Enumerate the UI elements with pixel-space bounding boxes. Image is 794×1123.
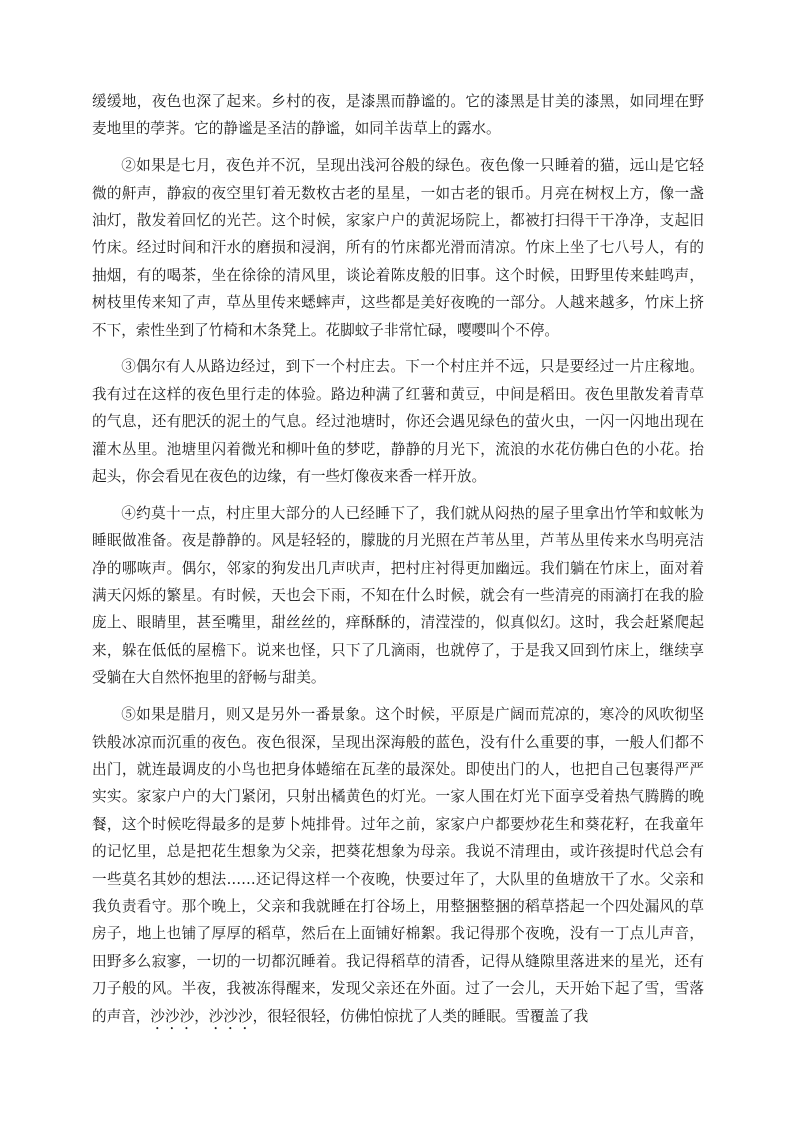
paragraph-2: ②如果是七月，夜色并不沉，呈现出浅河谷般的绿色。夜色像一只睡着的猫，远山是它轻微的鼾声，静寂的夜空里钉着无数枚古老的星星，一如古老的银币。月亮在树杈上方，像一盏油灯，散发着回忆的光芒。这个时候，家家户户的黄泥场院上，都被打扫得干干净净，支起旧竹床。经过时间和汗水的磨损和浸润，所有的竹床都光滑而清凉。竹床上坐了七八号人，有的抽烟，有的喝茶，坐在徐徐的清风里，谈论着陈皮般的旧事。这个时候，田野里传来蛙鸣声，树枝里传来知了声，草丛里传来蟋蟀声，这些都是美好夜晚的一部分。人越来越多，竹床上挤不下，索性坐到了竹椅和木条凳上。花脚蚊子非常忙碌，嘤嘤叫个不停。 <box>92 157 704 339</box>
emphasized-onomatopoeia: 沙沙沙 <box>208 1007 253 1025</box>
paragraph-3: ③偶尔有人从路边经过，到下一个村庄去。下一个村庄并不远，只是要经过一片庄稼地。我有过在这样的夜色里行走的体验。路边种满了红薯和黄豆，中间是稻田。夜色里散发着青草的气息，还有肥沃的泥土的气息。经过池塘时，你还会遇见绿色的萤火虫，一闪一闪地出现在灌木丛里。池塘里闪着微光和柳叶鱼的梦呓，静静的月光下，流浪的水花仿佛白色的小花。抬起头，你会看见在夜色的边缘，有一些灯像夜来香一样开放。 <box>92 358 704 486</box>
comma: ， <box>194 1007 209 1025</box>
paragraph-5 <box>92 701 704 1032</box>
emphasized-onomatopoeia: 沙沙沙 <box>150 1007 195 1025</box>
article-body <box>92 88 704 1042</box>
paragraph-5-tail: ，很轻很轻，仿佛怕惊扰了人类的睡眠。雪覆盖了我 <box>252 1007 589 1025</box>
paragraph-5-text: ⑤如果是腊月，则又是另外一番景象。这个时候，平原是广阔而荒凉的，寒冷的风吹彻坚铁般冰凉而沉重的夜色。夜色很深，呈现出深海般的蓝色，没有什么重要的事，一般人们都不出门，就连最调皮的小鸟也把身体蜷缩在瓦垄的最深处。即使出门的人，也把自己包裹得严严实实。家家户户的大门紧闭，只射出橘黄色的灯光。一家人围在灯光下面享受着热气腾腾的晚餐，这个时候吃得最多的是萝卜炖排骨。过年之前，家家户户都要炒花生和葵花籽，在我童年的记忆里，总是把花生想象为父亲，把葵花想象为母亲。我说不清理由，或许孩提时代总会有一些莫名其妙的想法……还记得这样一个夜晚，快要过年了，大队里的鱼塘放干了水。父亲和我负责看守。那个晚上，父亲和我就睡在打谷场上，用整捆整捆的稻草搭起一个四处漏风的草房子，地上也铺了厚厚的稻草，然后在上面铺好棉絮。我记得那个夜晚，没有一丁点儿声音，田野多么寂寥，一切的一切都沉睡着。我记得稻草的清香，记得从缝隙里落进来的星光，还有刀子般的风。半夜，我被冻得醒来，发现父亲还在外面。过了一会儿，天开始下起了雪，雪落的声音， <box>92 706 704 1025</box>
paragraph-4: ④约莫十一点，村庄里大部分的人已经睡下了，我们就从闷热的屋子里拿出竹竿和蚊帐为睡眠做准备。夜是静静的。风是轻轻的，朦胧的月光照在芦苇丛里，芦苇丛里传来水鸟明亮洁净的哪咴声。偶尔，邻家的狗发出几声吠声，把村庄衬得更加幽远。我们躺在竹床上，面对着满天闪烁的繁星。有时候，天也会下雨，不知在什么时候，就会有一些清亮的雨滴打在我的脸庞上、眼睛里，甚至嘴里，甜丝丝的，痒酥酥的，清滢滢的，似真似幻。这时，我会赶紧爬起来，躲在低低的屋檐下。说来也怪，只下了几滴雨，也就停了，于是我又回到竹床上，继续享受躺在大自然怀抱里的舒畅与甜美。 <box>92 504 704 687</box>
paragraph-continuation: 缓缓地，夜色也深了起来。乡村的夜，是漆黑而静谧的。它的漆黑是甘美的漆黑，如同埋在野麦地里的荸荠。它的静谧是圣洁的静谧，如同羊齿草上的露水。 <box>92 93 704 138</box>
